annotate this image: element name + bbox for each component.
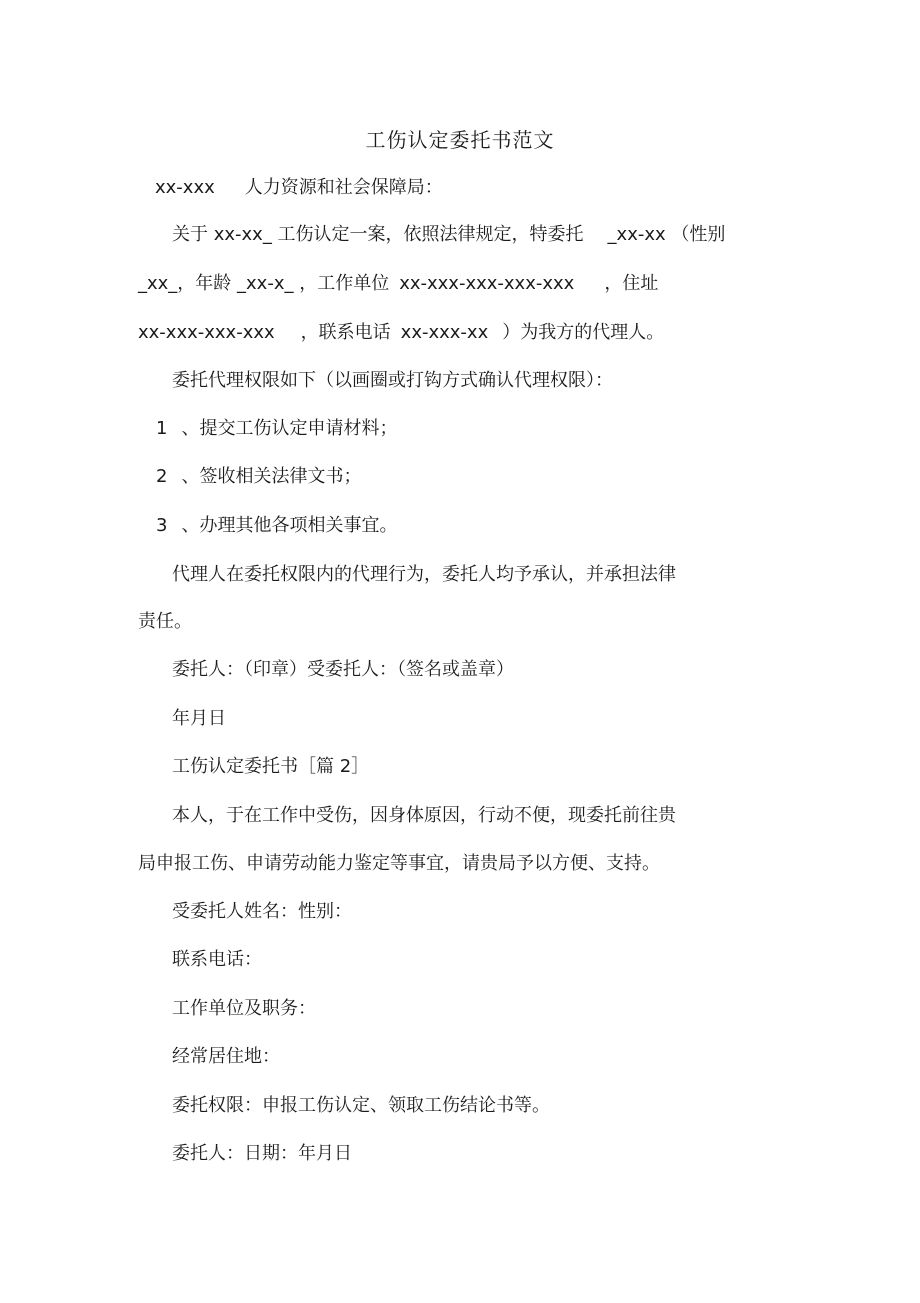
liability-line-1: 代理人在委托权限内的代理行为，委托人均予承认，并承担法律 xyxy=(172,564,676,585)
signature-line: 委托人：（印章）受委托人：（签名或盖章） xyxy=(172,659,514,680)
scope-heading: 委托代理权限如下（以画圈或打钩方式确认代理权限）： xyxy=(172,370,613,391)
scope-item-2 xyxy=(156,464,361,490)
field-principal-date: 委托人：日期：年月日 xyxy=(172,1143,352,1164)
scope-item-3 xyxy=(156,513,397,539)
scope-item-number: 1 xyxy=(156,418,168,439)
intro-closing: ）为我方的代理人。 xyxy=(502,322,665,343)
part2-body-line-1: 本人，于在工作中受伤，因身体原因，行动不便，现委托前往贵 xyxy=(172,805,676,826)
intro-text: 关于 xx-xx_ 工伤认定一案，依照法律规定，特委托 xyxy=(172,224,584,245)
intro-address-label: ，住址 xyxy=(604,273,659,294)
intro-phone: xx-xxx-xx xyxy=(400,322,489,343)
addressee-org-name: 人力资源和社会保障局： xyxy=(244,177,443,198)
part2-body-line-2: 局申报工伤、申请劳动能力鉴定等事宜，请贵局予以方便、支持。 xyxy=(138,853,660,874)
scope-item-text: 、提交工伤认定申请材料； xyxy=(181,418,398,439)
part2-heading: 工伤认定委托书［篇 2］ xyxy=(172,756,370,777)
intro-phone-label: ，联系电话 xyxy=(300,322,391,343)
scope-item-text: 、办理其他各项相关事宜。 xyxy=(181,515,398,536)
field-residence: 经常居住地： xyxy=(172,1046,280,1067)
addressee-line xyxy=(155,175,443,201)
scope-item-number: 3 xyxy=(156,515,168,536)
scope-item-1 xyxy=(156,416,397,442)
scope-item-text: 、签收相关法律文书； xyxy=(181,466,362,487)
field-work-unit: 工作单位及职务： xyxy=(172,998,316,1019)
addressee-org-code: xx-xxx xyxy=(155,177,215,198)
intro-agent-name: _xx-xx （性别 xyxy=(607,224,726,245)
field-name-gender: 受委托人姓名：性别： xyxy=(172,901,352,922)
field-phone: 联系电话： xyxy=(172,949,262,970)
intro-line-2 xyxy=(138,271,658,297)
scope-item-number: 2 xyxy=(156,466,168,487)
field-authority: 委托权限：申报工伤认定、领取工伤结论书等。 xyxy=(172,1095,550,1116)
intro-gender-age: _xx_，年龄 _xx-x_ ，工作单位 xyxy=(138,273,390,294)
intro-work-unit: xx-xxx-xxx-xxx-xxx xyxy=(399,273,575,294)
intro-address: xx-xxx-xxx-xxx xyxy=(138,322,275,343)
document-title: 工伤认定委托书范文 xyxy=(365,128,555,152)
intro-line-1 xyxy=(172,222,725,248)
intro-line-3 xyxy=(138,320,664,346)
liability-line-2: 责任。 xyxy=(138,611,192,632)
date-line: 年月日 xyxy=(172,708,226,729)
